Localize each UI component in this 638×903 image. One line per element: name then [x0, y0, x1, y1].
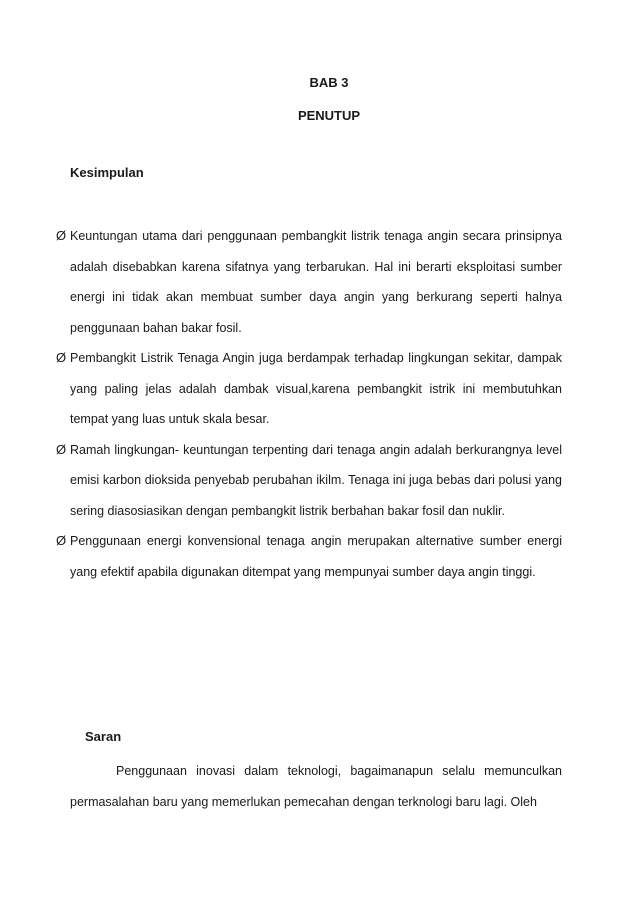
bullet-icon: Ø — [56, 441, 67, 457]
list-item — [58, 343, 562, 435]
chapter-heading: BAB 3 — [309, 75, 349, 90]
bullet-icon: Ø — [56, 350, 67, 365]
list-item — [58, 221, 562, 343]
kesimpulan-heading: Kesimpulan — [70, 165, 144, 180]
list-item-text: Penggunaan energi konvensional tenaga angin merupakan alternative sumber energi yang efektif apabila digunakan ditempat yang mempunyai sumber daya angin tinggi. — [70, 534, 562, 579]
chapter-title: PENUTUP — [297, 108, 361, 123]
list-item-text: Pembangkit Listrik Tenaga Angin juga berdampak terhadap lingkungan sekitar, dampak yang paling jelas adalah dambak visual,karena pembangkit istrik ini membutuhkan tempat yang luas untuk skala besar. — [70, 351, 562, 426]
saran-paragraph: Penggunaan inovasi dalam teknologi, bagaimanapun selalu memunculkan permasalahan baru yang memerlukan pemecahan dengan terknologi baru lagi. Oleh — [70, 764, 562, 809]
bullet-icon: Ø — [56, 228, 67, 243]
list-item — [58, 435, 562, 527]
bullet-icon: Ø — [56, 533, 67, 548]
list-item-text: Keuntungan utama dari penggunaan pembangkit listrik tenaga angin secara prinsipnya adalah disebabkan karena sifatnya yang terbarukan. Hal ini berarti eksploitasi sumber energi ini tidak akan membuat sumber daya angin yang berkurang seperti halnya penggunaan bahan bakar fosil. — [70, 229, 562, 335]
list-item-text: Ramah lingkungan- keuntungan terpenting dari tenaga angin adalah berkurangnya level emisi karbon dioksida penyebab perubahan ikilm. Tenaga ini juga bebas dari polusi yang sering diasosiasikan dengan pembangkit listrik berbahan bakar fosil dan nuklir. — [70, 442, 562, 518]
saran-heading: Saran — [85, 729, 122, 744]
list-item — [58, 526, 562, 587]
kesimpulan-list — [58, 221, 562, 587]
